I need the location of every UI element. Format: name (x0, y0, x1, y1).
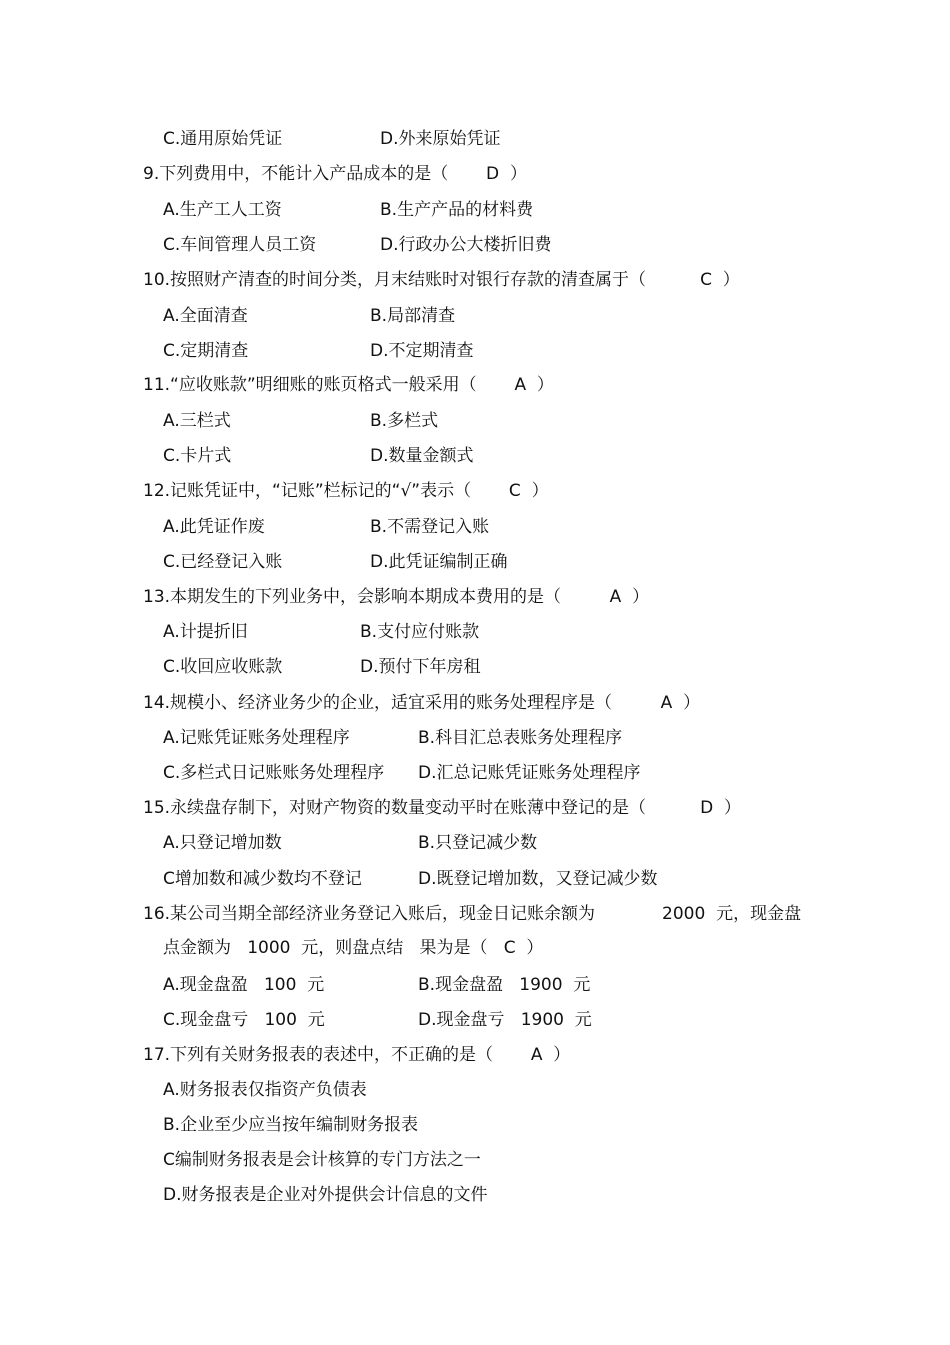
q11-option-b: B.多栏式 (370, 411, 439, 431)
q13-option-a: A.计提折旧 (163, 622, 248, 642)
q12-option-b: B.不需登记入账 (370, 517, 490, 537)
q16-stem-line1-tail: 2000 元，现金盘 (662, 904, 802, 924)
q14-option-c: C.多栏式日记账账务处理程序 (163, 763, 385, 783)
q12-option-c: C.已经登记入账 (163, 552, 283, 572)
q14-option-b: B.科目汇总表账务处理程序 (418, 728, 623, 748)
q17-option-d: D.财务报表是企业对外提供会计信息的文件 (163, 1185, 488, 1205)
q13-stem: 13.本期发生的下列业务中，会影响本期成本费用的是（ A ） (143, 587, 650, 607)
q14-option-a: A.记账凭证账务处理程序 (163, 728, 350, 748)
q10-option-d: D.不定期清查 (370, 341, 474, 361)
q12-option-a: A.此凭证作废 (163, 517, 265, 537)
q14-stem: 14.规模小、经济业务少的企业，适宜采用的账务处理程序是（ A ） (143, 693, 701, 713)
q12-stem: 12.记账凭证中，“记账”栏标记的“√”表示（ C ） (143, 481, 549, 501)
q16-option-a: A.现金盘盈 100 元 (163, 975, 325, 995)
q10-option-b: B.局部清查 (370, 306, 456, 326)
q11-option-d: D.数量金额式 (370, 446, 474, 466)
q8-option-d: D.外来原始凭证 (380, 129, 501, 149)
q15-option-c: C增加数和减少数均不登记 (163, 869, 362, 889)
q16-option-d: D.现金盘亏 1900 元 (418, 1010, 592, 1030)
q17-option-a: A.财务报表仅指资产负债表 (163, 1080, 367, 1100)
q9-option-b: B.生产产品的材料费 (380, 200, 534, 220)
q15-option-b: B.只登记减少数 (418, 833, 538, 853)
q10-option-c: C.定期清查 (163, 341, 249, 361)
q15-option-a: A.只登记增加数 (163, 833, 282, 853)
q14-option-d: D.汇总记账凭证账务处理程序 (418, 763, 641, 783)
q16-stem-line1: 16.某公司当期全部经济业务登记入账后，现金日记账余额为 (143, 904, 596, 924)
q13-option-d: D.预付下年房租 (360, 657, 481, 677)
q10-option-a: A.全面清查 (163, 306, 248, 326)
q9-option-c: C.车间管理人员工资 (163, 235, 317, 255)
q17-option-b: B.企业至少应当按年编制财务报表 (163, 1115, 419, 1135)
q15-option-d: D.既登记增加数，又登记减少数 (418, 869, 658, 889)
q9-option-d: D.行政办公大楼折旧费 (380, 235, 552, 255)
q15-stem: 15.永续盘存制下，对财产物资的数量变动平时在账薄中登记的是（ D ） (143, 798, 741, 818)
q13-option-c: C.收回应收账款 (163, 657, 283, 677)
q16-option-b: B.现金盘盈 1900 元 (418, 975, 591, 995)
q11-stem: 11.“应收账款”明细账的账页格式一般采用（ A ） (143, 375, 554, 395)
q9-option-a: A.生产工人工资 (163, 200, 282, 220)
q17-stem: 17.下列有关财务报表的表述中，不正确的是（ A ） (143, 1045, 571, 1065)
q12-option-d: D.此凭证编制正确 (370, 552, 508, 572)
q8-option-c: C.通用原始凭证 (163, 129, 283, 149)
q13-option-b: B.支付应付账款 (360, 622, 480, 642)
q16-stem-line2: 点金额为 1000 元，则盘点结 果为是（ C ） (163, 938, 544, 958)
q17-option-c: C编制财务报表是会计核算的专门方法之一 (163, 1150, 481, 1170)
q11-option-c: C.卡片式 (163, 446, 232, 466)
q9-stem: 9.下列费用中，不能计入产品成本的是（ D ） (143, 164, 527, 184)
q16-option-c: C.现金盘亏 100 元 (163, 1010, 325, 1030)
q10-stem: 10.按照财产清查的时间分类，月末结账时对银行存款的清查属于（ C ） (143, 270, 740, 290)
q11-option-a: A.三栏式 (163, 411, 231, 431)
